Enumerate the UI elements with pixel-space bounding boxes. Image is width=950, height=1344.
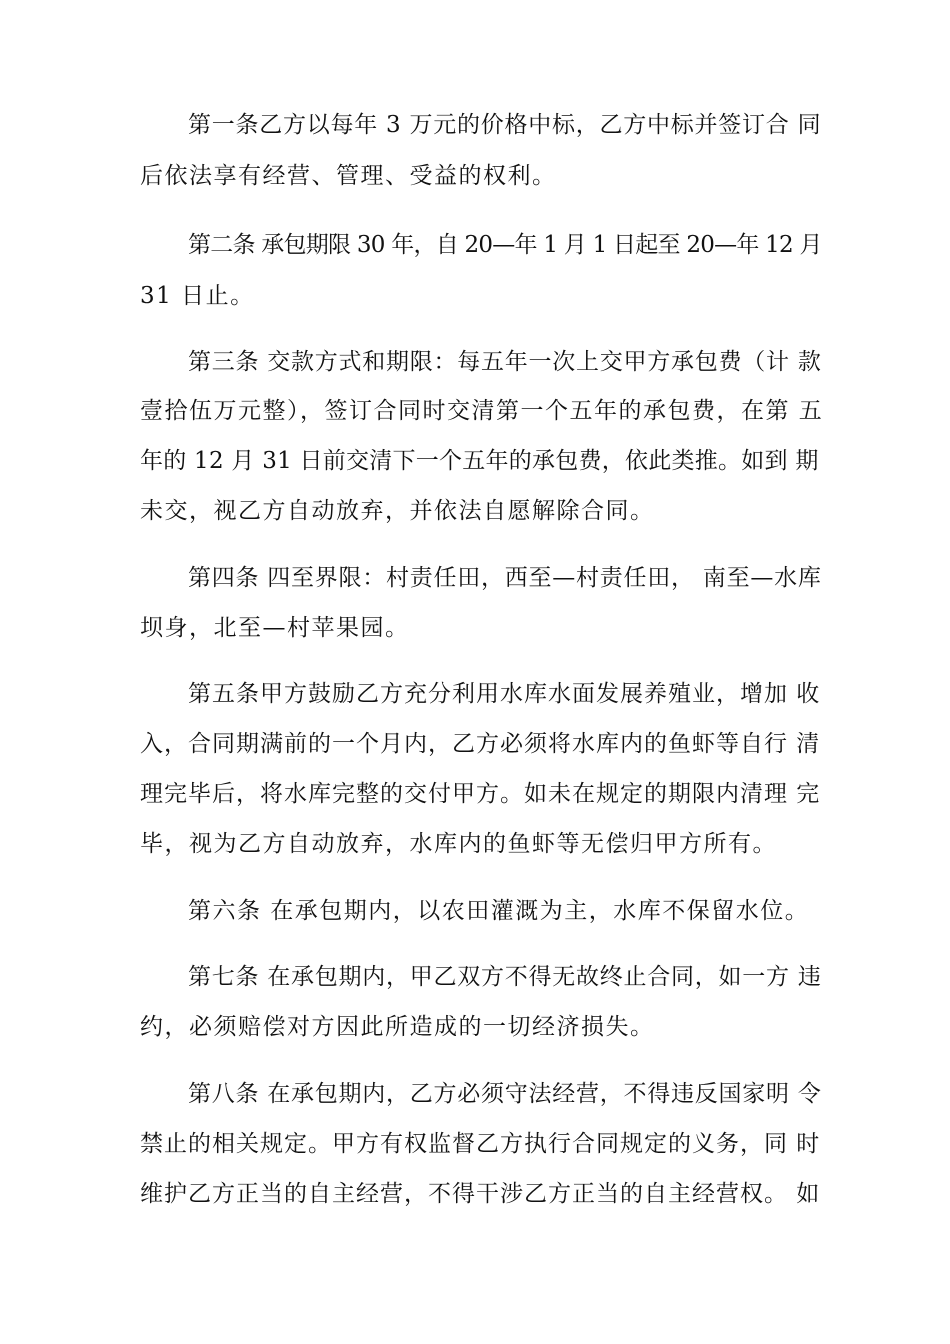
article-3-line-2: 壹拾伍万元整），签订合同时交清第一个五年的承包费，在第 五 [140,398,824,424]
article-5-line-3: 理完毕后，将水库完整的交付甲方。如未在规定的期限内清理 完 [140,781,821,807]
article-8-line-1: 第八条 在承包期内，乙方必须守法经营，不得违反国家明 令 [188,1081,822,1107]
article-4-line-2: 坝身，北至—村苹果园。 [140,615,410,641]
article-3-line-3: 年的 12 月 31 日前交清下一个五年的承包费，依此类推。如到 期 [140,448,819,474]
article-3-line-1: 第三条 交款方式和期限：每五年一次上交甲方承包费（计 款 [188,349,822,375]
article-4-line-1: 第四条 四至界限：村责任田，西至—村责任田， 南至—水库 [188,565,822,591]
article-5-line-4: 毕，视为乙方自动放弃，水库内的鱼虾等无偿归甲方所有。 [140,831,777,857]
article-2-line-2: 31 日止。 [140,283,255,309]
article-8-line-3: 维护乙方正当的自主经营，不得干涉乙方正当的自主经营权。 如 [140,1181,821,1207]
article-2-line-1: 第二条 承包期限 30 年，自 20—年 1 月 1 日起至 20—年 12 月 [188,232,822,258]
article-1-line-1: 第一条乙方以每年 3 万元的价格中标，乙方中标并签订合 同 [188,112,822,138]
article-1-line-2: 后依法享有经营、管理、受益的权利。 [140,163,557,189]
article-8-line-2: 禁止的相关规定。甲方有权监督乙方执行合同规定的义务，同 时 [140,1131,821,1157]
article-7-line-1: 第七条 在承包期内，甲乙双方不得无故终止合同，如一方 违 [188,964,822,990]
article-7-line-2: 约，必须赔偿对方因此所造成的一切经济损失。 [140,1014,655,1040]
article-5-line-1: 第五条甲方鼓励乙方充分利用水库水面发展养殖业，增加 收 [188,681,821,707]
article-3-line-4: 未交，视乙方自动放弃，并依法自愿解除合同。 [140,498,655,524]
article-6-line-1: 第六条 在承包期内，以农田灌溉为主，水库不保留水位。 [188,898,810,924]
article-5-line-2: 入，合同期满前的一个月内，乙方必须将水库内的鱼虾等自行 清 [140,731,821,757]
